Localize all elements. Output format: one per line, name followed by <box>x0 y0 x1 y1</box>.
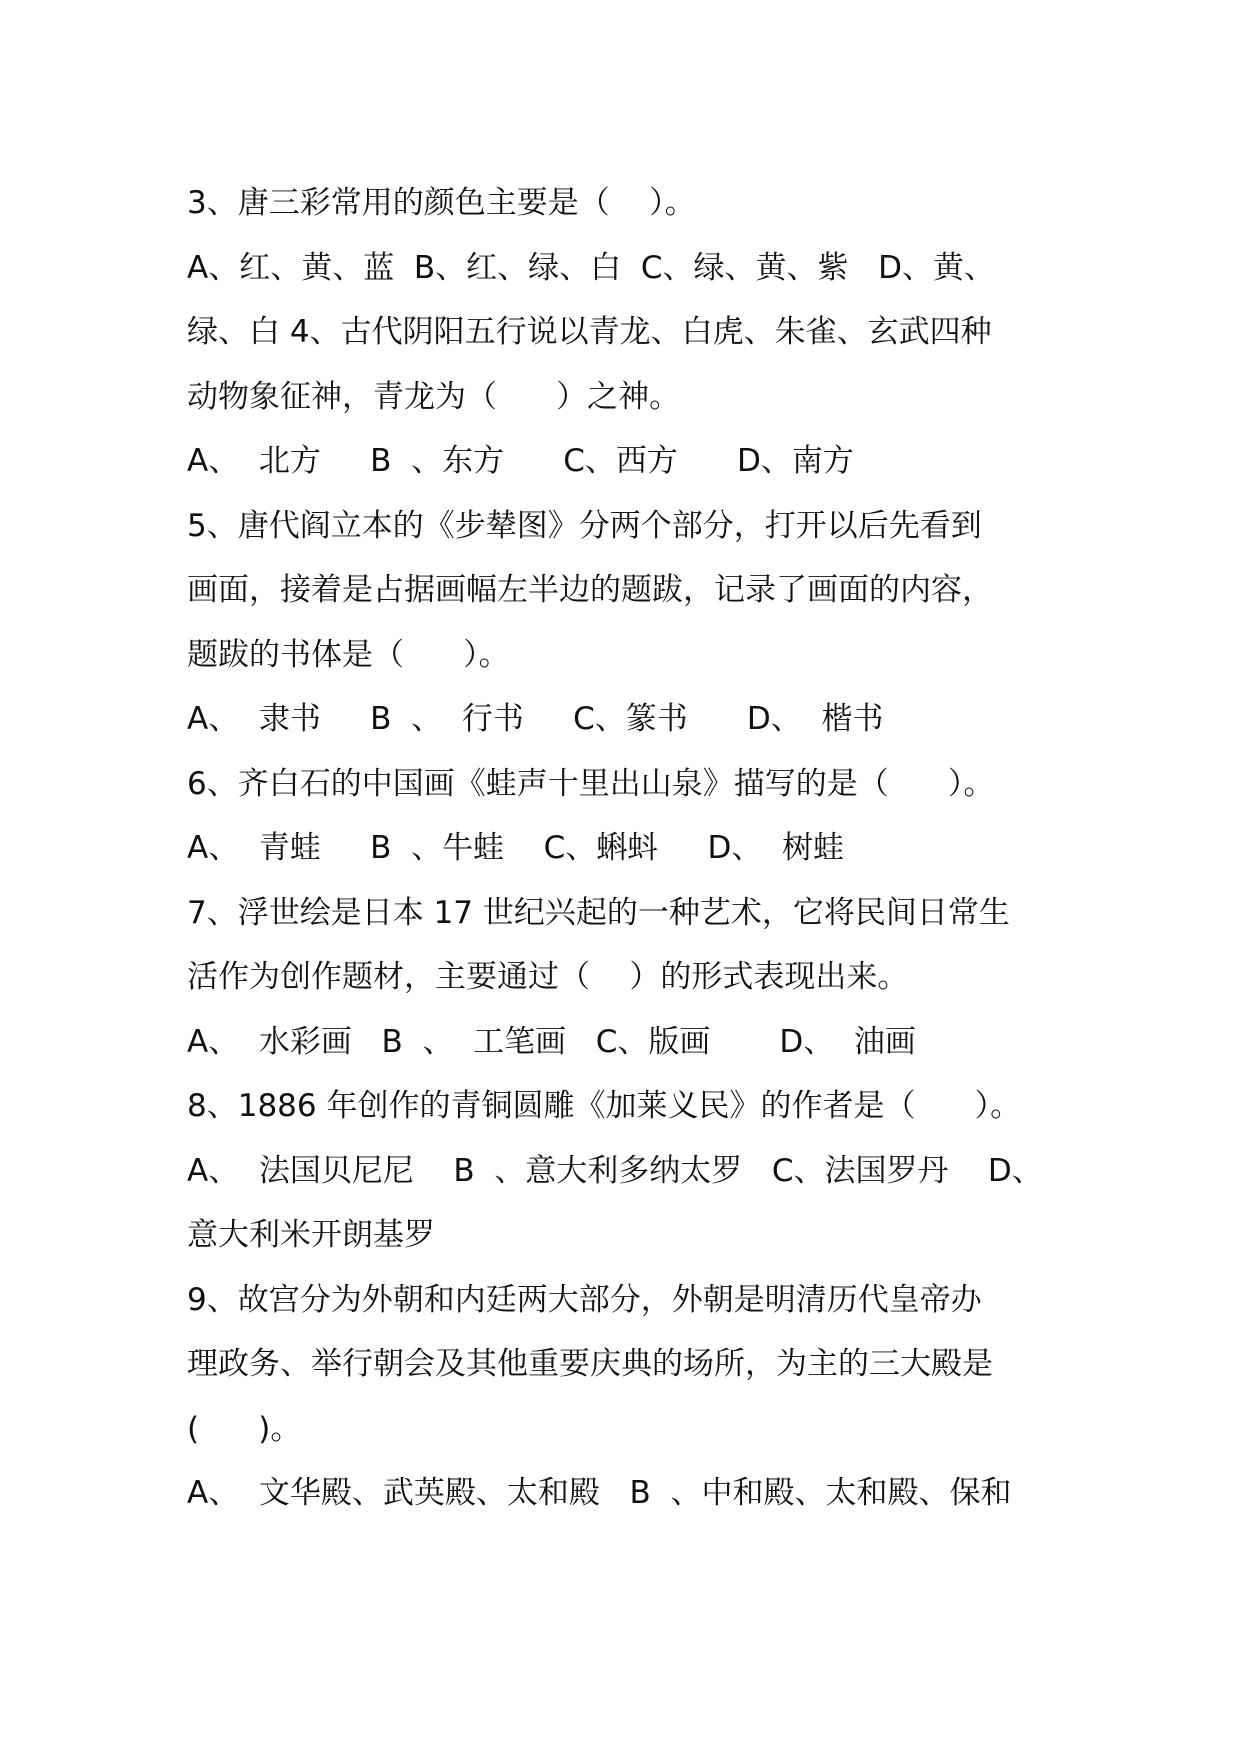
question-text-block <box>187 171 1087 1526</box>
question-9-stem-line-1: 9、故宫分为外朝和内廷两大部分，外朝是明清历代皇帝办 <box>187 1281 982 1318</box>
question-4-options: A、 北方 B 、东方 C、西方 D、南方 <box>187 443 854 479</box>
question-7-options: A、 水彩画 B 、 工笔画 C、版画 D、 油画 <box>187 1023 916 1060</box>
question-9-stem-line-3: ( )。 <box>187 1410 302 1447</box>
question-3-4-mixed-line: 绿、白 4、古代阴阳五行说以青龙、白虎、朱雀、玄武四种 <box>187 314 992 350</box>
question-8-stem: 8、1886 年创作的青铜圆雕《加莱义民》的作者是（ ）。 <box>187 1088 1022 1124</box>
question-3-stem: 3、唐三彩常用的颜色主要是（ ）。 <box>187 185 696 221</box>
question-5-stem-line-2: 画面，接着是占据画幅左半边的题跋，记录了画面的内容， <box>187 572 993 608</box>
question-5-stem-line-1: 5、唐代阎立本的《步辇图》分两个部分，打开以后先看到 <box>187 507 982 544</box>
question-5-stem-line-3: 题跋的书体是（ ）。 <box>187 636 510 673</box>
question-9-options: A、 文华殿、武英殿、太和殿 B 、中和殿、太和殿、保和 <box>187 1475 1012 1511</box>
question-4-stem-end: 动物象征神，青龙为（ ）之神。 <box>187 378 681 415</box>
question-7-stem-line-2: 活作为创作题材，主要通过（ ）的形式表现出来。 <box>187 959 909 995</box>
question-6-stem: 6、齐白石的中国画《蛙声十里出山泉》描写的是（ ）。 <box>187 765 995 802</box>
question-5-options: A、 隶书 B 、 行书 C、篆书 D、 楷书 <box>187 701 884 737</box>
question-3-options: A、红、黄、蓝 B、红、绿、白 C、绿、黄、紫 D、黄、 <box>187 249 995 286</box>
question-6-options: A、 青蛙 B 、牛蛙 C、蝌蚪 D、 树蛙 <box>187 830 845 866</box>
question-8-options-line-1: A、 法国贝尼尼 B 、意大利多纳太罗 C、法国罗丹 D、 <box>187 1152 1043 1189</box>
question-7-stem-line-1: 7、浮世绘是日本 17 世纪兴起的一种艺术，它将民间日常生 <box>187 894 1010 931</box>
question-8-options-line-2: 意大利米开朗基罗 <box>187 1217 435 1253</box>
question-9-stem-line-2: 理政务、举行朝会及其他重要庆典的场所，为主的三大殿是 <box>187 1346 993 1382</box>
